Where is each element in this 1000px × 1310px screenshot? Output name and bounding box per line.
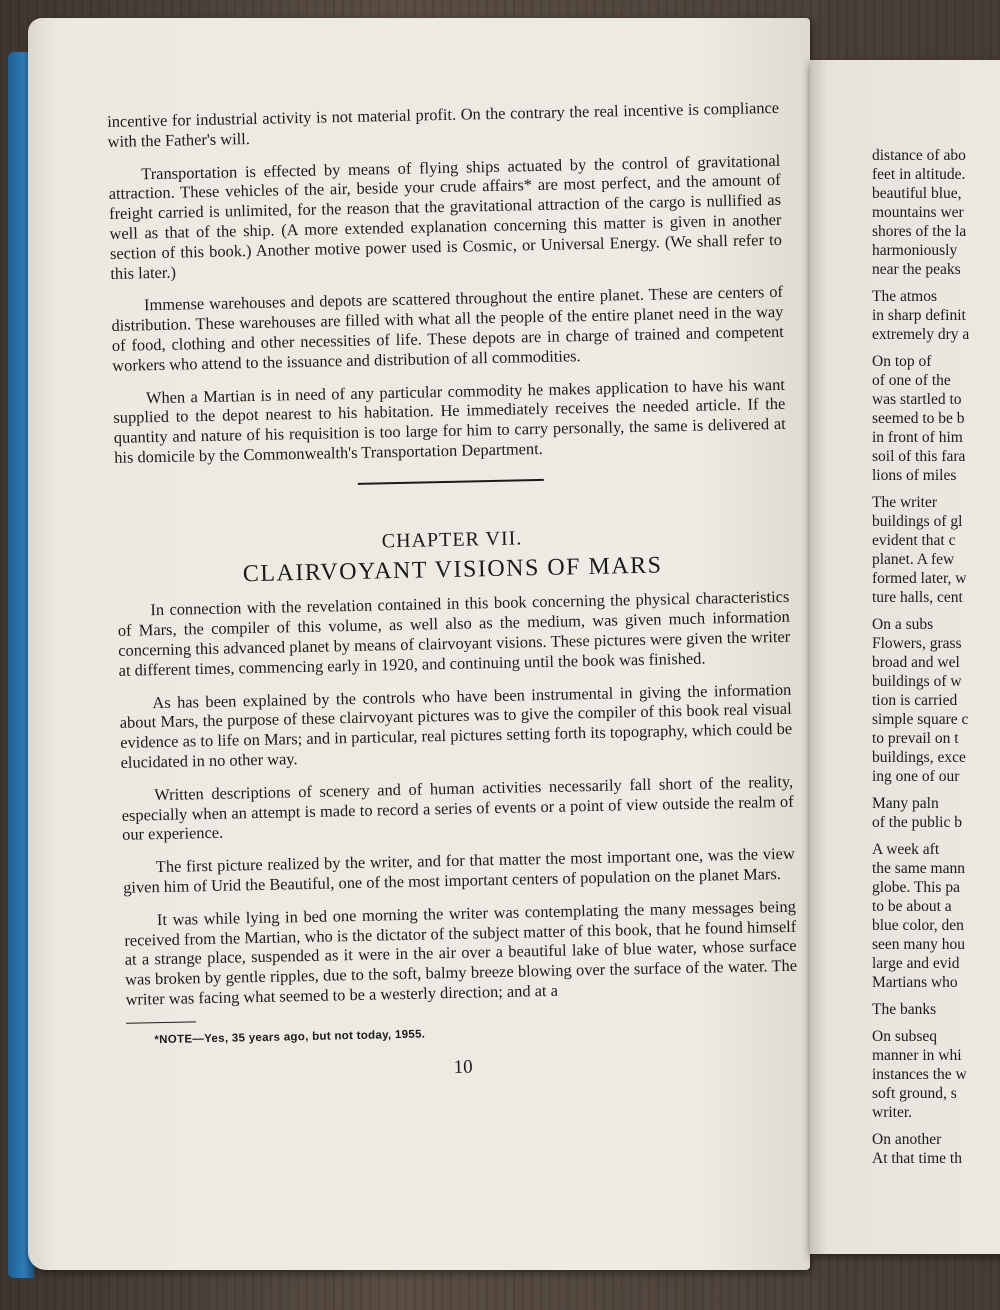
left-page-text bbox=[107, 98, 799, 1085]
paragraph: Written descriptions of scenery and of human activities necessarily fall short of the reality, especially when an attempt is made to record a series of events or a point of view outside the realm of our experience. bbox=[121, 771, 794, 845]
line-gap bbox=[872, 1019, 1000, 1027]
text-line: Flowers, grass bbox=[872, 635, 962, 652]
text-line: to be about a bbox=[872, 898, 952, 915]
line-gap bbox=[872, 279, 1000, 287]
text-line: buildings, exce bbox=[872, 749, 966, 766]
text-line: broad and wel bbox=[872, 654, 960, 671]
text-line: The banks bbox=[872, 1001, 937, 1018]
line-gap bbox=[872, 344, 1000, 352]
text-line: tion is carried bbox=[872, 692, 958, 709]
paragraph: Transportation is effected by means of flying ships actuated by the control of gravitational attraction. These vehicles of the air, beside your crude affairs* are most perfect, and the amount of freight carried is unlimited, for the reason that the gravitational attraction of the cargo is nullified as well as that of the ship. (A more extended explanation concerning this matter is given in another section of this book.) Another motive power used is Cosmic, or Universal Energy. (We shall refer to this later.) bbox=[108, 150, 783, 283]
line-gap bbox=[872, 786, 1000, 794]
page-number: 10 bbox=[453, 1057, 473, 1079]
footnote: *NOTE—Yes, 35 years ago, but not today, 1955. bbox=[154, 1028, 426, 1046]
text-line: shores of the la bbox=[872, 223, 967, 240]
text-line: writer. bbox=[872, 1104, 913, 1121]
text-line: At that time th bbox=[872, 1150, 962, 1167]
text-line: On a subs bbox=[872, 616, 934, 633]
text-line: soil of this fara bbox=[872, 448, 966, 465]
text-line: blue color, den bbox=[872, 917, 964, 934]
line-gap bbox=[872, 992, 1000, 1000]
text-line: feet in altitude. bbox=[872, 166, 966, 183]
text-line: of one of the bbox=[872, 372, 951, 389]
text-line: instances the w bbox=[872, 1066, 967, 1083]
text-line: buildings of gl bbox=[872, 513, 963, 530]
text-line: the same mann bbox=[872, 860, 965, 877]
text-line: in front of him bbox=[872, 429, 963, 446]
paragraph: It was while lying in bed one morning the writer was contemplating the many messages being received from the Martian, who is the dictator of the subject matter of this book, that he found himself at a strange place, suspended as it were in the air over a beautiful lake of blue water, whose surface was broken by gentle ripples, due to the soft, balmy breeze blowing over the surface of the water. The writer was facing what seemed to be a westerly direction; and at a bbox=[124, 896, 798, 1009]
right-page-text bbox=[872, 146, 1000, 1168]
text-line: mountains wer bbox=[872, 204, 964, 221]
line-gap bbox=[872, 832, 1000, 840]
text-line: ing one of our bbox=[872, 768, 960, 785]
section-divider bbox=[358, 479, 544, 485]
chapter-title: CLAIRVOYANT VISIONS OF MARS bbox=[242, 552, 663, 587]
text-line: planet. A few bbox=[872, 551, 955, 568]
text-line: was startled to bbox=[872, 391, 962, 408]
text-line: of the public b bbox=[872, 814, 962, 831]
text-line: lions of miles bbox=[872, 467, 957, 484]
text-line: in sharp definit bbox=[872, 307, 966, 324]
text-line: near the peaks bbox=[872, 261, 961, 278]
text-line: harmoniously bbox=[872, 242, 958, 259]
paragraph: When a Martian is in need of any particular commodity he makes application to have his want supplied to the depot nearest to his habitation. He immediately receives the needed article. If the quantity and nature of his requisition is too large for him to carry personally, the same is delivered at his domicile by the Commonwealth's Transportation Department. bbox=[113, 374, 786, 467]
text-line: evident that c bbox=[872, 532, 956, 549]
text-line: Martians who bbox=[872, 974, 958, 991]
text-line: beautiful blue, bbox=[872, 185, 962, 202]
text-line: On another bbox=[872, 1131, 942, 1148]
text-line: The writer bbox=[872, 494, 937, 511]
text-line: extremely dry a bbox=[872, 326, 970, 343]
text-line: globe. This pa bbox=[872, 879, 960, 896]
text-line: to prevail on t bbox=[872, 730, 959, 747]
paragraph: incentive for industrial activity is not material profit. On the contrary the real incentive is compliance with the Father's will. bbox=[107, 97, 780, 151]
text-line: ture halls, cent bbox=[872, 589, 963, 606]
text-line: seen many hou bbox=[872, 936, 965, 953]
line-gap bbox=[872, 607, 1000, 615]
text-line: Many paln bbox=[872, 795, 939, 812]
text-line: distance of abo bbox=[872, 147, 966, 164]
text-line: manner in whi bbox=[872, 1047, 962, 1064]
footnote-divider bbox=[126, 1021, 196, 1023]
paragraph: Immense warehouses and depots are scattered throughout the entire planet. These are centers of distribution. These warehouses are filled with what all the people of the entire planet need in the way of food, clothing and other necessities of life. These depots are in charge of trained and competent workers who attend to the issuance and distribution of all commodities. bbox=[111, 282, 784, 375]
chapter-number: CHAPTER VII. bbox=[381, 527, 523, 553]
text-line: On top of bbox=[872, 353, 932, 370]
text-line: formed later, w bbox=[872, 570, 967, 587]
text-line: On subseq bbox=[872, 1028, 938, 1045]
text-line: A week aft bbox=[872, 841, 940, 858]
text-line: buildings of w bbox=[872, 673, 962, 690]
text-line: soft ground, s bbox=[872, 1085, 957, 1102]
text-line: simple square c bbox=[872, 711, 969, 728]
line-gap bbox=[872, 485, 1000, 493]
paragraph: In connection with the revelation contained in this book concerning the physical characteristics of Mars, the compiler of this volume, as well also as the medium, was given much information concerning this advanced planet by means of clairvoyant visions. These pictures were given the writer at different times, commencing early in 1920, and continuing until the book was finished. bbox=[117, 587, 791, 680]
text-line: The atmos bbox=[872, 288, 937, 305]
line-gap bbox=[872, 1122, 1000, 1130]
paragraph: As has been explained by the controls who have been instrumental in giving the information about Mars, the purpose of these clairvoyant pictures was to give the compiler of this book real visual evidence as to life on Mars; and in particular, real pictures setting forth its topography, which could be elucidated in no other way. bbox=[119, 679, 793, 772]
text-line: seemed to be b bbox=[872, 410, 965, 427]
text-line: large and evid bbox=[872, 955, 960, 972]
paragraph: The first picture realized by the writer, and for that matter the most important one, was the view given him of Urid the Beautiful, one of the most important centers of population on the planet Mars. bbox=[123, 843, 795, 897]
